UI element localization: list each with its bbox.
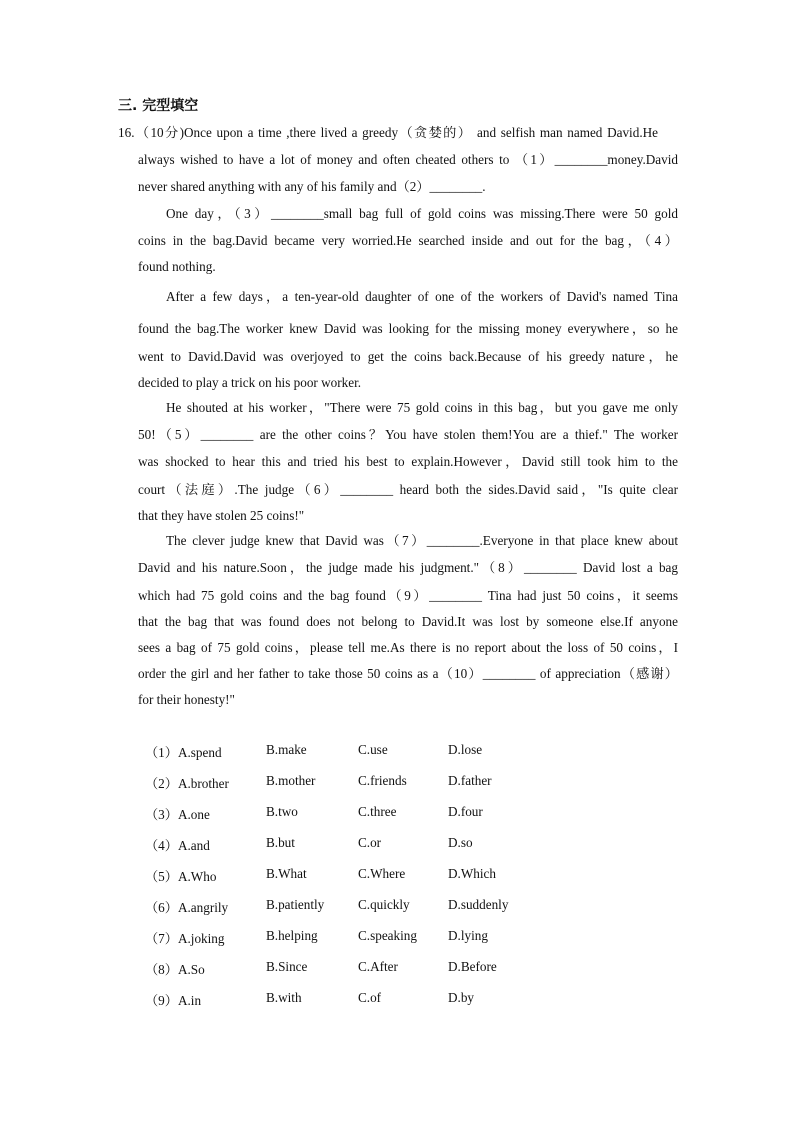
option-b: B.two (266, 804, 298, 819)
option-row-4 (145, 835, 565, 866)
option-a: （3）A.one (145, 807, 210, 822)
option-d: D.so (448, 835, 473, 850)
option-row-2 (145, 773, 565, 804)
option-b: B.mother (266, 773, 316, 788)
passage-line: found nothing. (138, 259, 216, 274)
option-a: （8）A.So (145, 962, 205, 977)
passage-line: was shocked to hear this and tried his best to explain.However，David still took him to the (138, 454, 678, 469)
passage-line: which had 75 gold coins and the bag found（9）________ Tina had just 50 coins，it seems (138, 588, 678, 603)
passage-line: 50!（5）________ are the other coins？You have stolen them!You are a thief." The worker (138, 427, 678, 442)
option-b: B.Since (266, 959, 308, 974)
option-b: B.but (266, 835, 295, 850)
option-a: （5）A.Who (145, 869, 217, 884)
option-a: （7）A.joking (145, 931, 225, 946)
option-a: （9）A.in (145, 993, 202, 1008)
passage-line: for their honesty!" (138, 692, 235, 707)
option-d: D.Which (448, 866, 496, 881)
passage-line: court（法庭）.The judge（6）________ heard both the sides.David said，"Is quite clear (138, 482, 678, 497)
option-c: C.of (358, 990, 382, 1005)
option-c: C.Where (358, 866, 406, 881)
option-d: D.lying (448, 928, 488, 943)
passage-line: sees a bag of 75 gold coins，please tell me.As there is no report about the loss of 50 coins，I (138, 640, 678, 655)
passage-line: He shouted at his worker，"There were 75 gold coins in this bag，but you gave me only (166, 400, 678, 415)
option-row-6 (145, 897, 565, 928)
passage-line: One day，（3）________small bag full of gold coins was missing.There were 50 gold (166, 206, 678, 221)
option-c: C.After (358, 959, 398, 974)
option-d: D.four (448, 804, 483, 819)
option-row-3 (145, 804, 565, 835)
passage-line: decided to play a trick on his poor worker. (138, 375, 362, 390)
option-a: （1）A.spend (145, 745, 222, 760)
option-d: D.suddenly (448, 897, 509, 912)
option-d: D.by (448, 990, 475, 1005)
passage-line: that they have stolen 25 coins!" (138, 508, 305, 523)
option-d: D.lose (448, 742, 483, 757)
passage-line: went to David.David was overjoyed to get the coins back.Because of his greedy nature，he (138, 349, 678, 364)
passage-line: coins in the bag.David became very worried.He searched inside and out for the bag，（4） (138, 233, 678, 248)
passage-line: 16.（10分)Once upon a time ,there lived a greedy（贪婪的） and selfish man named David.He (118, 125, 658, 140)
option-row-9 (145, 990, 565, 1021)
option-c: C.quickly (358, 897, 410, 912)
option-row-5 (145, 866, 565, 897)
passage-line: always wished to have a lot of money and often cheated others to （1）________money.David (138, 152, 678, 167)
option-b: B.make (266, 742, 307, 757)
option-c: C.or (358, 835, 382, 850)
passage-line: David and his nature.Soon，the judge made his judgment."（8）________ David lost a bag (138, 560, 678, 575)
option-row-7 (145, 928, 565, 959)
passage-line: order the girl and her father to take those 50 coins as a（10）________ of appreciation（感谢） (138, 666, 678, 681)
option-a: （6）A.angrily (145, 900, 229, 915)
option-row-1 (145, 742, 565, 773)
option-c: C.three (358, 804, 397, 819)
option-a: （2）A.brother (145, 776, 229, 791)
option-c: C.use (358, 742, 388, 757)
option-c: C.friends (358, 773, 407, 788)
option-row-8 (145, 959, 565, 990)
option-b: B.with (266, 990, 302, 1005)
section-title: 三. 完型填空 (118, 98, 199, 114)
passage-line: that the bag that was found does not belong to David.It was lost by someone else.If anyone (138, 614, 678, 629)
answer-options (145, 742, 565, 1021)
option-b: B.patiently (266, 897, 325, 912)
option-b: B.What (266, 866, 307, 881)
option-b: B.helping (266, 928, 318, 943)
option-a: （4）A.and (145, 838, 210, 853)
passage-line: The clever judge knew that David was（7）________.Everyone in that place knew about (166, 533, 678, 548)
passage-line: found the bag.The worker knew David was looking for the missing money everywhere，so he (138, 321, 678, 336)
passage-line: After a few days，a ten-year-old daughter of one of the workers of David's named Tina (166, 289, 678, 304)
option-d: D.Before (448, 959, 497, 974)
option-d: D.father (448, 773, 492, 788)
option-c: C.speaking (358, 928, 417, 943)
passage-line: never shared anything with any of his family and（2）________. (138, 179, 486, 194)
